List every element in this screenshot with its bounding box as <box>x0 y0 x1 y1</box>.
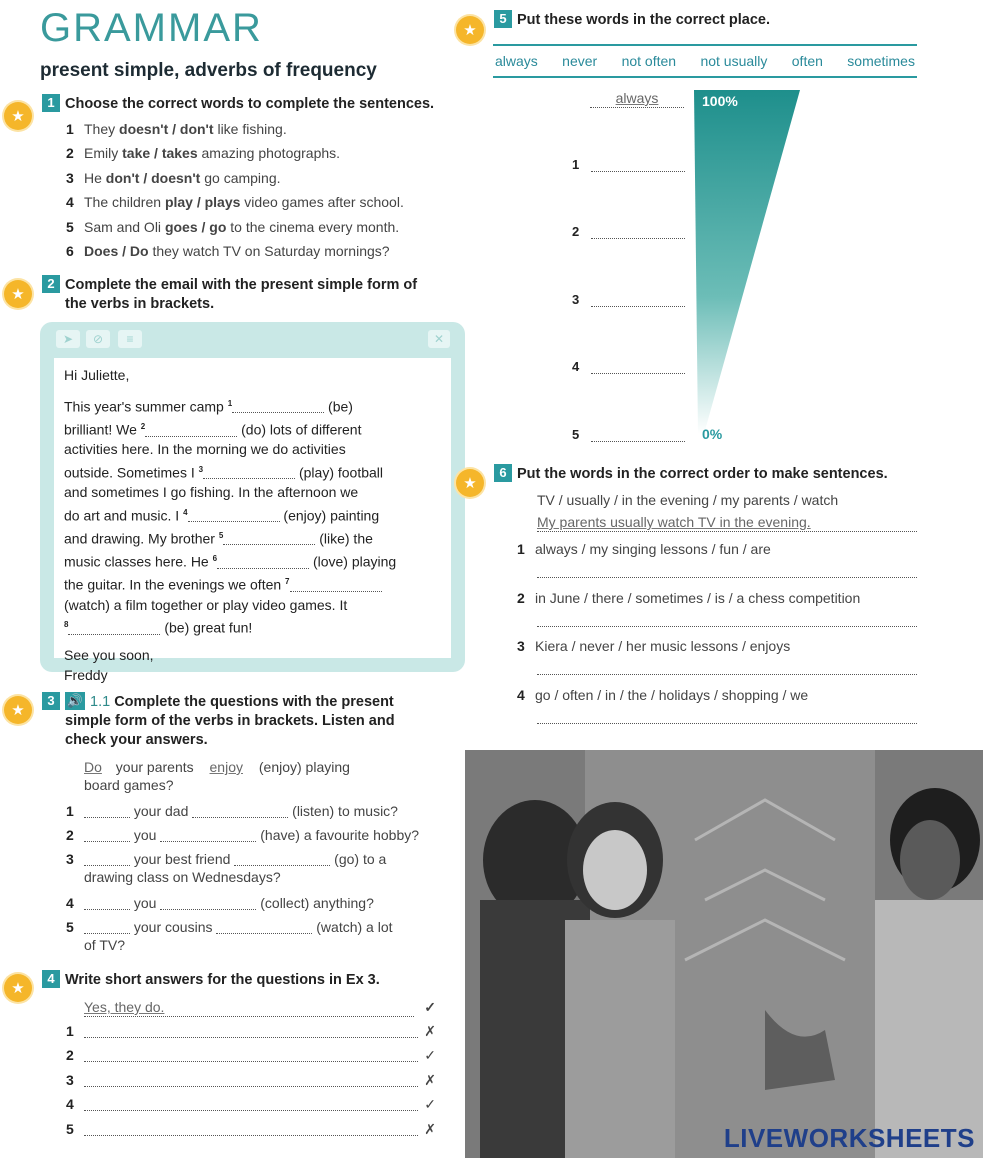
ex6-item: 3 Kiera / never / her music lessons / enjoys <box>517 637 917 686</box>
ex5-number: 5 <box>494 10 512 28</box>
ex3-item: 3 your best friend (go) to a drawing class on Wednesdays? <box>66 851 387 885</box>
ex4-item: 2 ✓ <box>66 1047 436 1064</box>
email-greeting: Hi Juliette, <box>64 367 130 383</box>
slot-number: 3 <box>572 292 580 307</box>
menu-icon[interactable]: ≡ <box>118 330 142 348</box>
ex3-example: Do your parents enjoy (enjoy) playing board games? <box>84 759 350 793</box>
ex6-example: TV / usually / in the evening / my parents / watch My parents usually watch TV in the evening. <box>537 491 917 532</box>
slot-number: 4 <box>572 359 580 374</box>
star-icon: ★ <box>4 280 32 308</box>
answer-blank[interactable] <box>145 423 237 437</box>
answer-blank[interactable] <box>591 225 685 239</box>
email-signature: Freddy <box>64 666 108 683</box>
ex4-item: 1 ✗ <box>66 1023 436 1039</box>
answer-blank[interactable] <box>234 852 330 866</box>
answer-blank[interactable] <box>217 555 309 569</box>
ex1-item[interactable]: 4 The children play / plays video games after school. <box>66 194 404 211</box>
answer-blank[interactable] <box>591 360 685 374</box>
ex4-item: 5 ✗ <box>66 1120 436 1137</box>
answer-blank[interactable] <box>192 804 288 818</box>
ex1-item[interactable]: 1 They doesn't / don't like fishing. <box>66 121 287 137</box>
email-signoff: See you soon, <box>64 647 154 664</box>
answer-blank[interactable] <box>84 1073 418 1087</box>
star-icon: ★ <box>4 102 32 130</box>
ex6-number: 6 <box>494 464 512 482</box>
answer-blank[interactable] <box>160 896 256 910</box>
ex6-item: 1 always / my singing lessons / fun / are <box>517 540 917 589</box>
answer-blank[interactable] <box>84 1122 418 1136</box>
ex1-item[interactable]: 6 Does / Do they watch TV on Saturday mornings? <box>66 242 390 259</box>
scale-top-label: 100% <box>702 93 738 109</box>
ex4-number: 4 <box>42 970 60 988</box>
ex6-item: 2 in June / there / sometimes / is / a chess competition <box>517 589 917 638</box>
ex4-example: Yes, they do. ✓ <box>84 999 436 1015</box>
answer-blank[interactable] <box>537 613 917 627</box>
ex1-number: 1 <box>42 94 60 112</box>
word-bank-item[interactable]: not usually <box>700 53 768 69</box>
frequency-wedge <box>694 90 802 436</box>
ex2-number: 2 <box>42 275 60 293</box>
answer-blank[interactable] <box>537 661 917 675</box>
ex3-instruction: 3 🔊 1.1 Complete the questions with the present simple form of the verbs in brackets. Listen and check your answers. <box>42 692 395 750</box>
answer-blank[interactable] <box>591 293 685 307</box>
ex1-item[interactable]: 5 Sam and Oli goes / go to the cinema every month. <box>66 218 400 235</box>
star-icon: ★ <box>4 974 32 1002</box>
ex6-list <box>517 540 917 734</box>
answer-blank[interactable] <box>537 564 917 578</box>
scale-bottom-label: 0% <box>702 426 723 442</box>
answer-blank[interactable] <box>84 1048 418 1062</box>
photo-illustration <box>465 750 983 1158</box>
audio-track: 1.1 <box>90 694 111 710</box>
email-text: This year's summer camp $^1$ (be) brilliant! We $^2$ (do) lots of different activities here. In the morning we do activities outside. Sometimes I $^3$ (play) football and sometimes I go fishing. In the afternoon we do art and music. I $^4$ (enjoy) painting and drawing. My brother $^5$ (like) the music classes here. He $^6$ (love) playing the guitar. In the evenings we often $^7$ (watch) a film together or play video games. It $^8$ (be) great fun! <box>64 398 397 636</box>
page-subtitle: present simple, adverbs of frequency <box>40 60 377 81</box>
answer-blank[interactable] <box>537 710 917 724</box>
ex3-number: 3 <box>42 692 60 710</box>
ex6-item: 4 go / often / in / the / holidays / shopping / we <box>517 686 917 735</box>
shopping-photo <box>465 750 983 1158</box>
page-title: GRAMMAR <box>40 6 263 50</box>
attach-icon[interactable]: ⊘ <box>86 330 110 348</box>
answer-blank[interactable] <box>591 158 685 172</box>
slot-number: 2 <box>572 224 580 239</box>
word-bank-item[interactable]: always <box>495 53 538 69</box>
ex3-item: 1 your dad (listen) to music? <box>66 803 398 819</box>
word-bank-item[interactable]: not often <box>621 53 677 69</box>
ex3-list <box>66 802 446 962</box>
ex3-item: 4 you (collect) anything? <box>66 895 374 911</box>
slot-number: 1 <box>572 157 580 172</box>
ex3-item: 5 your cousins (watch) a lot of TV? <box>66 919 393 953</box>
word-bank-item[interactable]: often <box>791 53 823 69</box>
liveworksheets-logo: LIVEWORKSHEETS <box>723 1123 975 1153</box>
answer-blank[interactable] <box>84 804 130 818</box>
email-window <box>40 322 465 683</box>
ex1-item[interactable]: 2 Emily take / takes amazing photographs. <box>66 145 341 162</box>
answer-blank[interactable] <box>232 399 324 413</box>
slot-number: 5 <box>572 427 580 442</box>
word-bank-item[interactable]: never <box>562 53 598 69</box>
star-icon: ★ <box>4 696 32 724</box>
close-icon[interactable]: ✕ <box>428 330 450 348</box>
answer-blank[interactable] <box>160 828 256 842</box>
email-body <box>54 358 451 683</box>
answer-blank[interactable] <box>203 465 295 479</box>
ex4-item: 4 ✓ <box>66 1096 436 1113</box>
word-bank-item[interactable]: sometimes <box>847 53 915 69</box>
answer-blank[interactable] <box>591 428 685 442</box>
ex5-example-answer: always <box>590 89 684 108</box>
ex5-instruction: 5 Put these words in the correct place. <box>494 10 770 30</box>
send-icon[interactable]: ➤ <box>56 330 80 348</box>
answer-blank[interactable] <box>223 531 315 545</box>
ex6-instruction: 6 Put the words in the correct order to make sentences. <box>494 464 888 484</box>
answer-blank[interactable] <box>68 621 160 635</box>
answer-blank[interactable] <box>188 508 280 522</box>
word-bank <box>493 44 917 78</box>
star-icon: ★ <box>456 469 484 497</box>
ex4-item: 3 ✗ <box>66 1071 436 1088</box>
ex1-instruction: 1 Choose the correct words to complete the sentences. <box>42 94 434 114</box>
answer-blank[interactable] <box>84 828 130 842</box>
ex1-item[interactable]: 3 He don't / doesn't go camping. <box>66 169 281 186</box>
email-toolbar <box>40 322 465 356</box>
answer-blank[interactable] <box>84 1024 418 1038</box>
audio-icon[interactable]: 🔊 <box>66 693 84 708</box>
answer-blank[interactable] <box>290 578 382 592</box>
ex2-instruction: 2 Complete the email with the present simple form of the verbs in brackets. <box>42 275 417 314</box>
answer-blank[interactable] <box>84 920 130 934</box>
ex4-instruction: 4 Write short answers for the questions in Ex 3. <box>42 970 380 990</box>
ex3-item: 2 you (have) a favourite hobby? <box>66 827 420 843</box>
ex1-list <box>66 120 446 266</box>
answer-blank[interactable] <box>84 896 130 910</box>
answer-blank[interactable] <box>216 920 312 934</box>
answer-blank[interactable] <box>84 852 130 866</box>
ex4-list <box>66 1022 436 1144</box>
star-icon: ★ <box>456 16 484 44</box>
answer-blank[interactable] <box>84 1097 418 1111</box>
